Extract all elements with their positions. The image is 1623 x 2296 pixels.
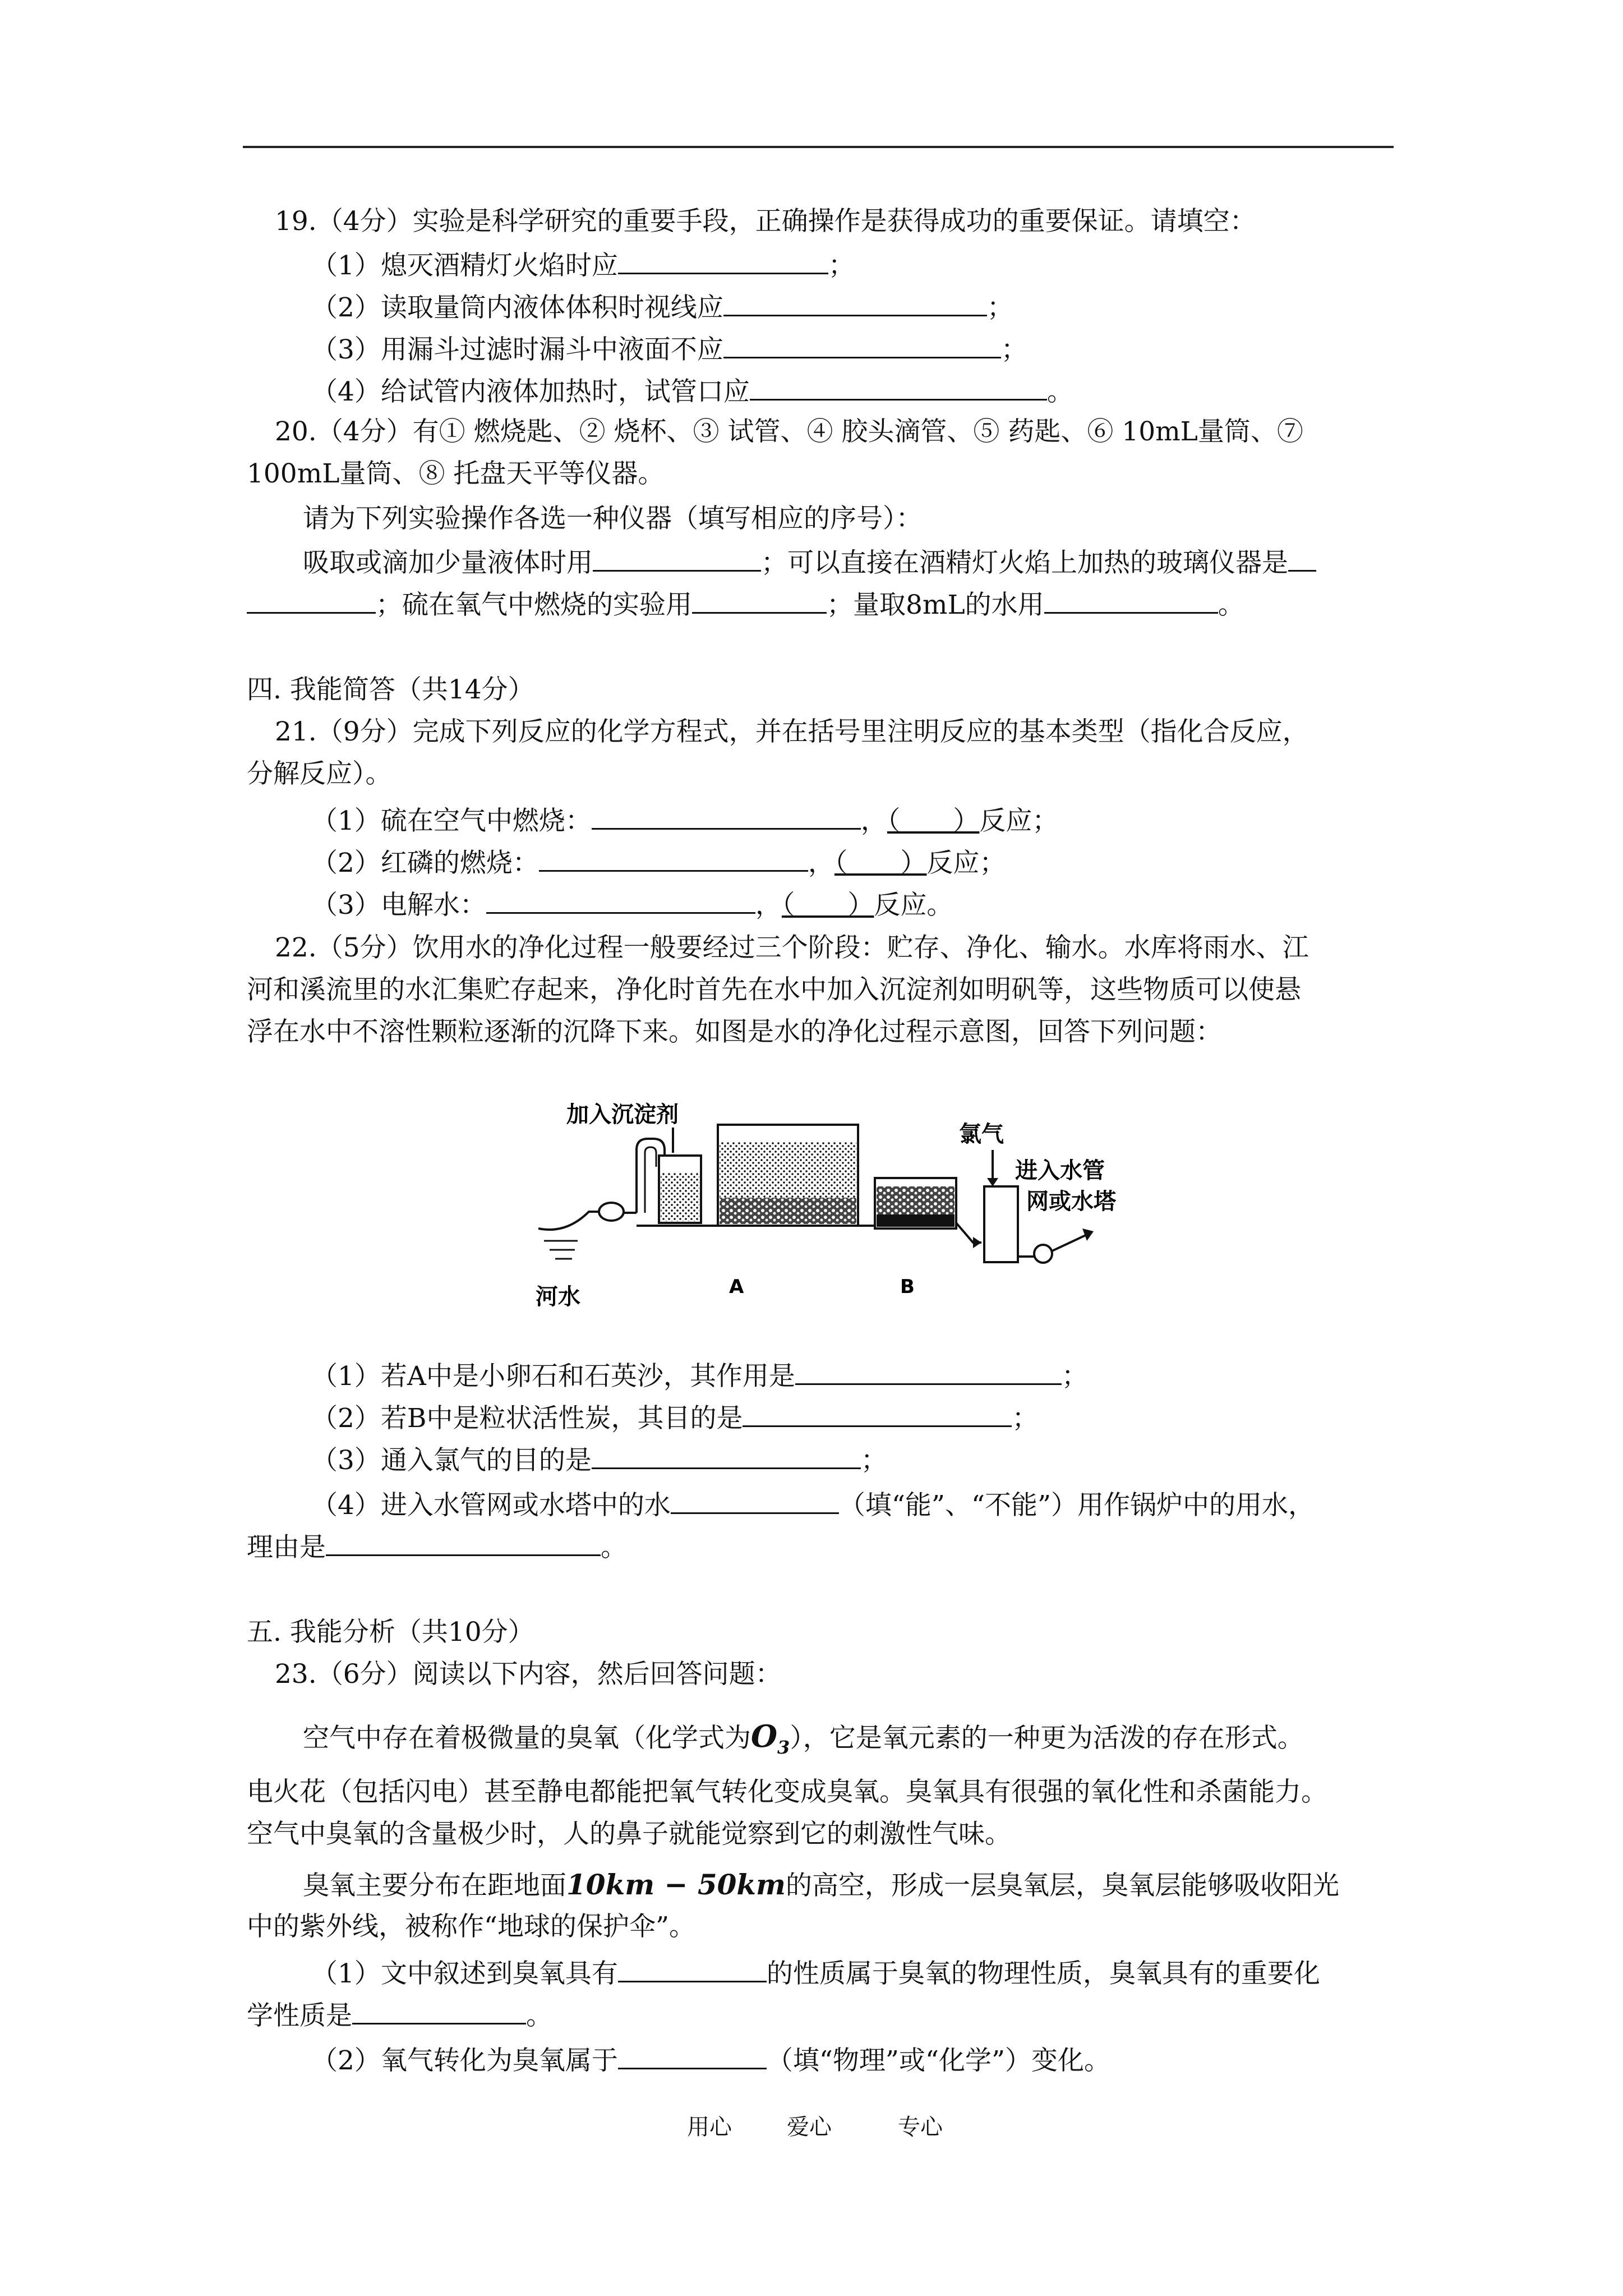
q22-line3: 浮在水中不溶性颗粒逐渐的沉降下来。如图是水的净化过程示意图，回答下列问题： bbox=[247, 1016, 1222, 1047]
q20-line2: 100mL量筒、⑧ 托盘天平等仪器。 bbox=[247, 458, 665, 489]
q20-line3: 请为下列实验操作各选一种仪器（填写相应的序号）： bbox=[303, 503, 923, 534]
ozone-formula: $O_3$ bbox=[751, 1718, 790, 1758]
footer-aixin: 爱心 bbox=[787, 2114, 832, 2140]
chlorine-tank bbox=[984, 1186, 1018, 1262]
q21-part3: （3）电解水： ，（ ）反应。 bbox=[311, 886, 953, 922]
coagulant-label: 加入沉淀剂 bbox=[566, 1102, 679, 1128]
answer-blank[interactable] bbox=[671, 1487, 839, 1514]
answer-blank[interactable] bbox=[352, 1997, 526, 2024]
label-a: A bbox=[729, 1276, 744, 1298]
river-water-lines bbox=[544, 1241, 578, 1259]
q23-para5: 中的紫外线，被称作“地球的保护伞”。 bbox=[247, 1911, 696, 1942]
q23-part2: （2）氧气转化为臭氧属于 （填“物理”或“化学”）变化。 bbox=[311, 2042, 1110, 2078]
q22-line1: 22.（5分）饮用水的净化过程一般要经过三个阶段：贮存、净化、输水。水库将雨水、江 bbox=[275, 932, 1309, 963]
q22-part3: （3）通入氯气的目的是 ； bbox=[311, 1442, 887, 1478]
q21-line2: 分解反应）。 bbox=[247, 758, 392, 789]
q21-line1: 21.（9分）完成下列反应的化学方程式，并在括号里注明反应的基本类型（指化合反应， bbox=[275, 716, 1309, 747]
q23-part1-cont: 学性质是 。 bbox=[247, 1997, 552, 2033]
q21-part1: （1）硫在空气中燃烧： ，（ ）反应； bbox=[311, 802, 1058, 838]
answer-blank[interactable] bbox=[1044, 586, 1218, 614]
answer-blank[interactable] bbox=[592, 1442, 861, 1469]
q20-line4: 吸取或滴加少量液体时用 ；可以直接在酒精灯火焰上加热的玻璃仪器是 bbox=[303, 544, 1316, 580]
q19-part3: （3）用漏斗过滤时漏斗中液面不应 ； bbox=[311, 331, 1027, 367]
q23-para1: 空气中存在着极微量的臭氧（化学式为$O_3$），它是氧元素的一种更为活泼的存在形式。 bbox=[303, 1718, 1304, 1758]
q22-part1: （1）若A中是小卵石和石英沙，其作用是 ； bbox=[311, 1358, 1088, 1393]
answer-blank[interactable] bbox=[618, 1955, 767, 1982]
section-5-title: 五. 我能分析（共10分） bbox=[247, 1617, 534, 1648]
altitude-range: 10km − 50km bbox=[566, 1868, 786, 1901]
outlet-pump-icon bbox=[1034, 1245, 1052, 1263]
q19-part1: （1）熄灭酒精灯火焰时应 ； bbox=[311, 247, 855, 283]
answer-blank[interactable] bbox=[723, 331, 1001, 358]
answer-blank[interactable] bbox=[247, 586, 376, 614]
river-label: 河水 bbox=[536, 1284, 580, 1310]
river-bank bbox=[538, 1212, 600, 1230]
q23-stem: 23.（6分）阅读以下内容，然后回答问题： bbox=[275, 1659, 782, 1690]
header-rule bbox=[243, 146, 1394, 148]
answer-blank[interactable] bbox=[539, 844, 808, 872]
q22-part4: （4）进入水管网或水塔中的水 （填“能”、“不能”）用作锅炉中的用水， bbox=[311, 1487, 1315, 1522]
answer-blank[interactable] bbox=[743, 1400, 1012, 1427]
answer-blank[interactable] bbox=[326, 1529, 601, 1556]
q19-stem: 19.（4分）实验是科学研究的重要手段，正确操作是获得成功的重要保证。请填空： bbox=[275, 206, 1256, 237]
answer-blank[interactable] bbox=[486, 886, 755, 914]
q19-part4: （4）给试管内液体加热时，试管口应 。 bbox=[311, 373, 1073, 409]
q20-line5: ；硫在氧气中燃烧的实验用 ；量取8mL的水用 。 bbox=[247, 586, 1244, 622]
answer-paren[interactable]: （ ） bbox=[834, 848, 927, 878]
q23-para2: 电火花（包括闪电）甚至静电都能把氧气转化变成臭氧。臭氧具有很强的氧化性和杀菌能力。 bbox=[247, 1777, 1327, 1807]
q22-part4-reason: 理由是 。 bbox=[247, 1529, 627, 1565]
footer-yongxin: 用心 bbox=[687, 2114, 732, 2140]
pump-icon bbox=[599, 1203, 624, 1221]
answer-paren[interactable]: （ ） bbox=[781, 890, 874, 921]
q20-line1: 20.（4分）有① 燃烧匙、② 烧杯、③ 试管、④ 胶头滴管、⑤ 药匙、⑥ 10mL量筒、⑦ bbox=[275, 416, 1303, 447]
label-b: B bbox=[900, 1276, 915, 1298]
q22-part2: （2）若B中是粒状活性炭，其目的是 ； bbox=[311, 1400, 1038, 1435]
answer-blank[interactable] bbox=[618, 2042, 767, 2069]
q23-para3: 空气中臭氧的含量极少时，人的鼻子就能觉察到它的刺激性气味。 bbox=[247, 1819, 1011, 1849]
answer-blank[interactable] bbox=[750, 373, 1047, 401]
answer-blank[interactable] bbox=[618, 247, 828, 274]
q22-line2: 河和溪流里的水汇集贮存起来，净化时首先在水中加入沉淀剂如明矾等，这些物质可以使悬 bbox=[247, 974, 1301, 1005]
water-purification-diagram bbox=[533, 1094, 1122, 1329]
answer-paren[interactable]: （ ） bbox=[887, 806, 980, 836]
answer-blank[interactable] bbox=[795, 1358, 1062, 1385]
outlet-label-2: 网或水塔 bbox=[1026, 1189, 1116, 1214]
answer-blank[interactable] bbox=[723, 289, 987, 316]
answer-blank[interactable] bbox=[593, 544, 761, 572]
section-4-title: 四. 我能简答（共14分） bbox=[247, 674, 534, 705]
q23-para4: 臭氧主要分布在距地面10km − 50km的高空，形成一层臭氧层，臭氧层能够吸收阳光 bbox=[303, 1868, 1339, 1901]
q23-part1: （1）文中叙述到臭氧具有 的性质属于臭氧的物理性质，臭氧具有的重要化 bbox=[311, 1955, 1320, 1991]
answer-blank[interactable] bbox=[1288, 544, 1316, 572]
answer-blank[interactable] bbox=[592, 802, 861, 830]
chlorine-label: 氯气 bbox=[959, 1121, 1004, 1147]
q21-part2: （2）红磷的燃烧： ，（ ）反应； bbox=[311, 844, 1006, 880]
q19-part2: （2）读取量筒内液体体积时视线应 ； bbox=[311, 289, 1013, 325]
answer-blank[interactable] bbox=[692, 586, 827, 614]
outlet-label-1: 进入水管 bbox=[1015, 1158, 1105, 1184]
footer-zhuanxin: 专心 bbox=[898, 2114, 943, 2140]
